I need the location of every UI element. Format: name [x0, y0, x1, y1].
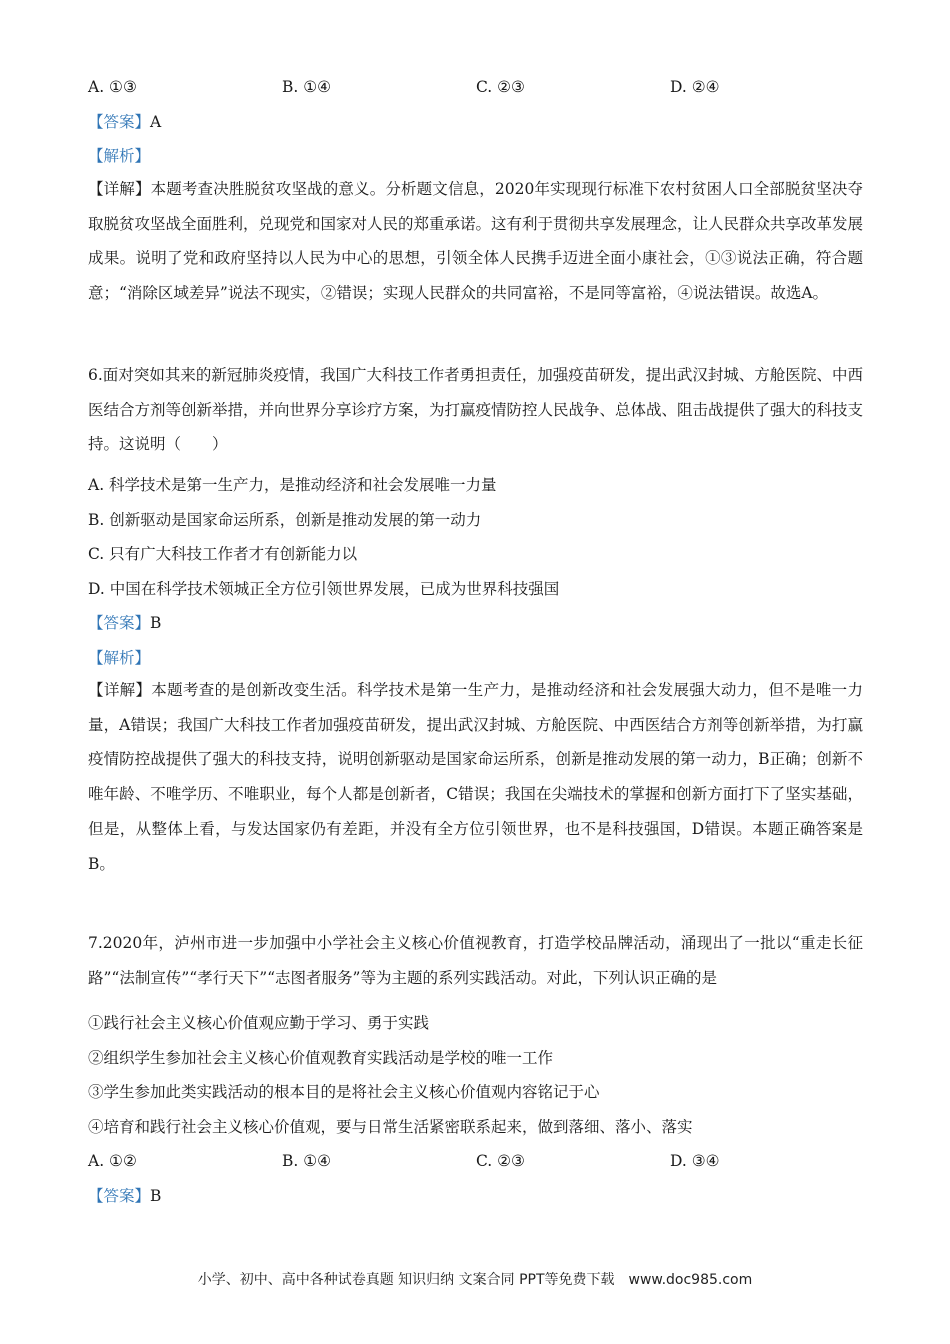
answer-tag: 【答案】: [88, 614, 151, 632]
q5-detail: [88, 172, 863, 311]
analysis-tag: 【解析】: [88, 649, 151, 667]
answer-value: B: [150, 614, 162, 632]
q6-detail: [88, 673, 863, 881]
q6-option-a: A. 科学技术是第一生产力，是推动经济和社会发展唯一力量: [88, 476, 497, 494]
answer-tag: 【答案】: [88, 1187, 151, 1205]
q7-option-b: B. ①④: [282, 1152, 332, 1170]
detail-text: 本题考查决胜脱贫攻坚战的意义。分析题文信息，2020年实现现行标准下农村贫困人口全部脱贫坚决夺取脱贫攻坚战全面胜利，兑现党和国家对人民的郑重承诺。这有利于贯彻共享发展理念，让人民群众共享改革发展成果。说明了党和政府坚持以人民为中心的思想，引领全体人民携手迈进全面小康社会，①③说法正确，符合题意；“消除区域差异”说法不现实，②错误；实现人民群众的共同富裕，不是同等富裕，④说法错误。故选A。: [88, 180, 864, 303]
page-footer: 小学、初中、高中各种试卷真题 知识归纳 文案合同 PPT等免费下载 www.doc985.com: [197, 1272, 753, 1288]
q5-option-a: A. ①③: [88, 78, 137, 96]
q6-analysis-heading: [88, 648, 150, 668]
q6-option-d: D. 中国在科学技术领城正全方位引领世界发展，已成为世界科技强国: [88, 580, 560, 598]
detail-tag: 【详解】: [88, 180, 151, 198]
q6-stem: 6.面对突如其来的新冠肺炎疫情，我国广大科技工作者勇担责任，加强疫苗研发，提出武汉封城、方舱医院、中西医结合方剂等创新举措，并向世界分享诊疗方案，为打赢疫情防控人民战争、总体战、阻击战提供了强大的科技支持。这说明（ ）: [88, 366, 864, 454]
q7-statement-3: ③学生参加此类实践活动的根本目的是将社会主义核心价值观内容铭记于心: [88, 1083, 600, 1101]
detail-tag: 【详解】: [88, 681, 152, 699]
answer-value: B: [150, 1187, 162, 1205]
q7-option-a: A. ①②: [88, 1152, 137, 1170]
answer-tag: 【答案】: [88, 113, 151, 131]
q7-stem: 7.2020年，泸州市进一步加强中小学社会主义核心价值视教育，打造学校品牌活动，涌现出了一批以“重走长征路”“法制宣传”“孝行天下”“志图者服务”等为主题的系列实践活动。对此，下列认识正确的是: [88, 934, 863, 987]
q7-option-c: C. ②③: [476, 1152, 525, 1170]
q6-option-b: B. 创新驱动是国家命运所系，创新是推动发展的第一动力: [88, 511, 482, 529]
q7-statement-2: ②组织学生参加社会主义核心价值观教育实践活动是学校的唯一工作: [88, 1049, 554, 1067]
q7-answer: [88, 1186, 161, 1206]
q6-answer: [88, 613, 161, 633]
q7-statement-1: ①践行社会主义核心价值观应勤于学习、勇于实践: [88, 1014, 430, 1032]
q5-option-c: C. ②③: [476, 78, 525, 96]
q7-option-d: D. ③④: [670, 1152, 720, 1170]
q7-statement-4: ④培育和践行社会主义核心价值观，要与日常生活紧密联系起来，做到落细、落小、落实: [88, 1118, 693, 1136]
q6-option-c: C. 只有广大科技工作者才有创新能力以: [88, 545, 358, 563]
q5-option-b: B. ①④: [282, 78, 332, 96]
q5-analysis-heading: [88, 146, 150, 166]
answer-value: A: [150, 113, 162, 131]
q5-answer: [88, 112, 161, 132]
analysis-tag: 【解析】: [88, 147, 151, 165]
q5-option-d: D. ②④: [670, 78, 720, 96]
detail-text: 本题考查的是创新改变生活。科学技术是第一生产力，是推动经济和社会发展强大动力，但不是唯一力量，A错误；我国广大科技工作者加强疫苗研发，提出武汉封城、方舱医院、中西医结合方剂等创新举措，为打赢疫情防控战提供了强大的科技支持，说明创新驱动是国家命运所系，创新是推动发展的第一动力，B正确；创新不唯年龄、不唯学历、不唯职业，每个人都是创新者，C错误；我国在尖端技术的掌握和创新方面打下了坚实基础，但是，从整体上看，与发达国家仍有差距，并没有全方位引领世界，也不是科技强国，D错误。本题正确答案是B。: [88, 681, 863, 873]
